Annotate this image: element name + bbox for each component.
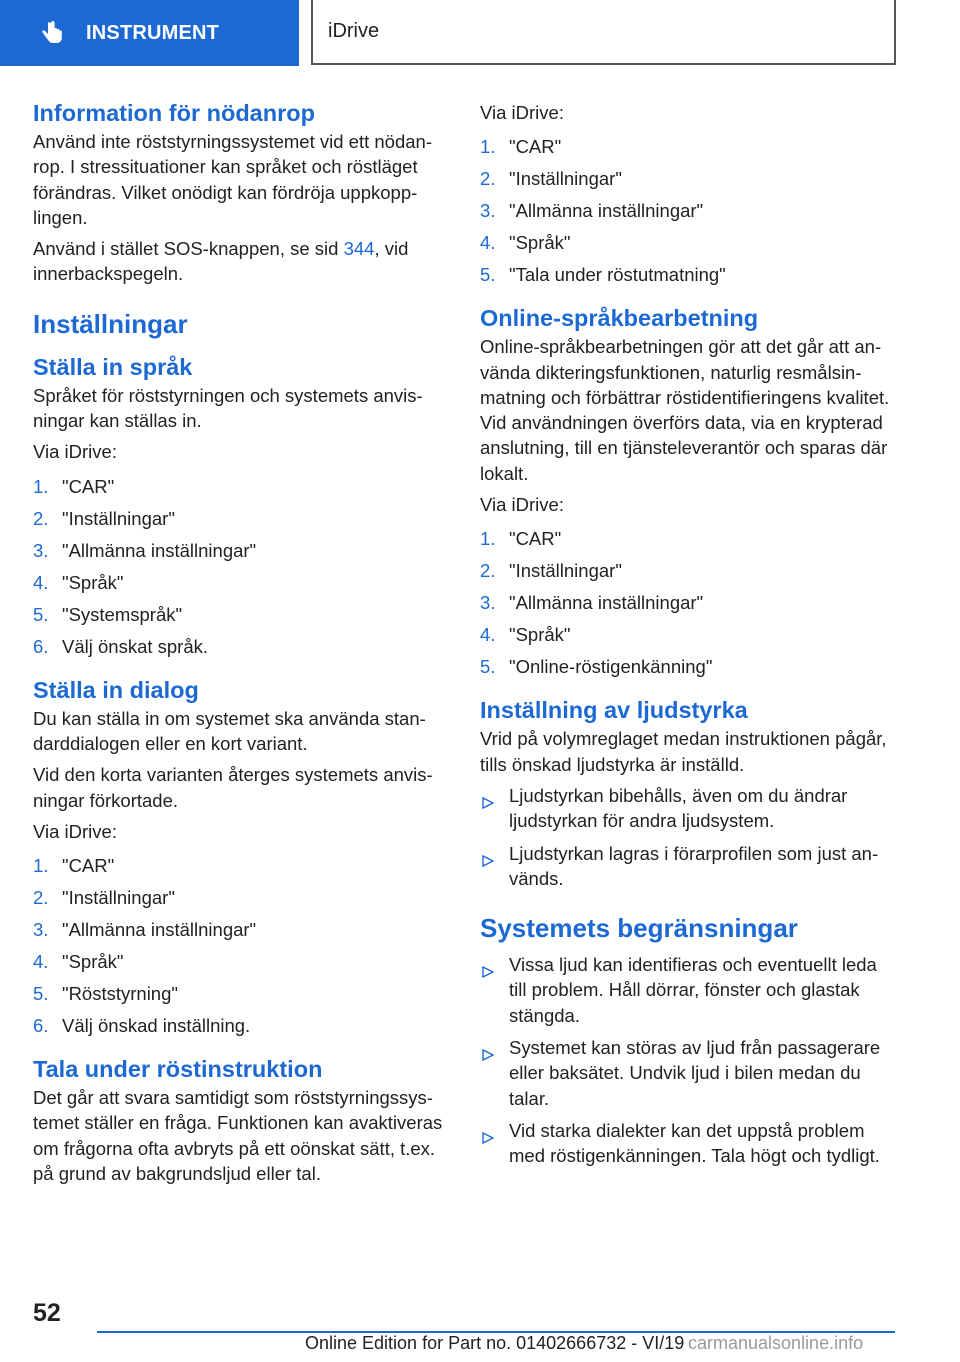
list-item (480, 841, 896, 892)
list-item (480, 227, 896, 259)
step-text: Välj önskad inställning. (62, 1015, 251, 1037)
step-number: 4. (33, 571, 49, 593)
step-number: 4. (33, 951, 49, 973)
watermark-text: carmanualsonline.info (688, 1333, 864, 1353)
heading-emergency-info: Information för nödanrop (33, 100, 315, 126)
via-idrive-label: Via iDrive: (33, 441, 117, 463)
steps-list (480, 523, 896, 683)
step-number: 1. (480, 528, 496, 550)
step-text: Välj önskat språk. (62, 635, 209, 657)
step-text: "Inställningar" (509, 168, 622, 190)
section-tab-label: INSTRUMENT (86, 21, 220, 44)
heading-volume-setting: Inställning av ljudstyrka (480, 697, 748, 724)
list-item (33, 631, 449, 663)
chapter-tab-idrive[interactable] (311, 0, 896, 65)
step-text: "Inställningar" (62, 887, 175, 909)
step-text: "Inställningar" (509, 560, 622, 582)
list-item (33, 599, 449, 631)
step-text: "Allmänna inställningar" (509, 592, 704, 614)
bullet-text: Ljudstyrkan bibehålls, även om du ändrar ljudstyrkan för andra ljudsystem. (509, 784, 848, 832)
list-item (33, 882, 449, 914)
step-number: 4. (480, 232, 496, 254)
list-item (33, 1010, 449, 1042)
page-header (0, 0, 960, 66)
list-item (33, 978, 449, 1010)
list-item (33, 850, 449, 882)
step-number: 3. (33, 919, 49, 941)
step-text: "Röststyrning" (62, 983, 178, 1005)
list-item (33, 946, 449, 978)
bullet-text: Ljudstyrkan lagras i förarprofilen som just används. (509, 842, 879, 889)
step-text: "Inställningar" (62, 507, 175, 529)
step-text: "Allmänna inställningar" (62, 919, 257, 941)
heading-system-limitations: Systemets begränsningar (480, 913, 798, 944)
step-number: 2. (33, 887, 49, 909)
step-text: "CAR" (509, 528, 562, 550)
step-number: 6. (33, 1015, 49, 1037)
list-item (480, 523, 896, 555)
step-number: 5. (480, 264, 496, 286)
list-item (480, 195, 896, 227)
step-number: 6. (33, 635, 49, 657)
paragraph: Språket för röststyrningen och systemets anvisningar kan ställas in. (33, 384, 423, 432)
list-item (33, 471, 449, 503)
heading-set-language: Ställa in språk (33, 353, 193, 380)
right-column (480, 100, 896, 1176)
list-item (480, 651, 896, 683)
step-number: 1. (480, 136, 496, 158)
heading-online-language-processing: Online-språkbearbetning (480, 305, 759, 332)
list-item (33, 567, 449, 599)
step-text: "Språk" (509, 624, 571, 646)
steps-list (33, 850, 449, 1042)
list-item (33, 535, 449, 567)
step-number: 4. (480, 624, 496, 646)
triangle-bullet-icon (482, 1042, 494, 1067)
triangle-bullet-icon (482, 1125, 494, 1150)
paragraph: Du kan ställa in om systemet ska använda standarddialogen eller en kort variant. (33, 707, 426, 754)
bullet-text: Vid starka dialekter kan det uppstå problem med röstigenkänningen. Tala högt och tydligt. (509, 1119, 880, 1167)
step-text: "Allmänna inställningar" (509, 200, 704, 222)
step-number: 1. (33, 855, 49, 877)
list-item (480, 259, 896, 291)
page-link-344[interactable]: 344 (343, 238, 375, 260)
bullet-list (480, 783, 896, 891)
list-item (480, 783, 896, 834)
hand-touch-icon (40, 20, 66, 46)
triangle-bullet-icon (482, 848, 494, 873)
section-tab-instrument[interactable] (0, 0, 299, 66)
step-text: "Tala under röstutmatning" (509, 264, 726, 286)
step-number: 2. (480, 560, 496, 582)
heading-set-dialog: Ställa in dialog (33, 676, 199, 703)
step-text: "Språk" (62, 951, 124, 973)
step-number: 2. (33, 507, 49, 529)
step-text: "Systemspråk" (62, 603, 183, 625)
list-item (33, 914, 449, 946)
edition-text: Online Edition for Part no. 01402666732 - VI/19 (305, 1333, 685, 1353)
list-item (33, 503, 449, 535)
list-item (480, 131, 896, 163)
list-item (480, 163, 896, 195)
step-number: 5. (33, 603, 49, 625)
list-item (480, 1035, 896, 1111)
text: Använd i stället SOS-knappen, se sid (33, 238, 344, 260)
text: , vid innerbackspegeln. (33, 238, 409, 285)
heading-settings: Inställningar (33, 308, 188, 339)
chapter-tab-label: iDrive (328, 20, 380, 42)
bullet-list (480, 952, 896, 1168)
step-text: "Allmänna inställningar" (62, 539, 257, 561)
list-item (480, 619, 896, 651)
via-idrive-label: Via iDrive: (480, 494, 564, 516)
step-number: 5. (33, 983, 49, 1005)
step-text: "CAR" (62, 855, 115, 877)
heading-talk-during-instruction: Tala under röstinstruktion (33, 1056, 323, 1083)
step-number: 5. (480, 656, 496, 678)
list-item (480, 952, 896, 1028)
left-column (33, 100, 449, 1192)
bullet-text: Systemet kan störas av ljud från passagerare eller baksätet. Undvik ljud i bilen medan du talar. (509, 1037, 881, 1109)
paragraph-sos (33, 236, 449, 287)
step-number: 2. (480, 168, 496, 190)
step-text: "CAR" (62, 475, 115, 497)
step-number: 3. (480, 592, 496, 614)
steps-list (33, 471, 449, 663)
list-item (480, 587, 896, 619)
step-number: 3. (33, 539, 49, 561)
step-text: "Språk" (509, 232, 571, 254)
list-item (480, 1118, 896, 1169)
step-number: 3. (480, 200, 496, 222)
triangle-bullet-icon (482, 790, 494, 815)
via-idrive-label: Via iDrive: (33, 820, 117, 842)
step-text: "Språk" (62, 571, 124, 593)
paragraph: Online-språkbearbetningen gör att det går att använda dikteringsfunktionen, naturlig resmålsinmatning och förbättrar röstidentifieringens kvalitet. Vid användningen överförs data, via en krypterad anslutning, till en tjänsteleverantör och sparas där lokalt. (480, 336, 890, 484)
page-footer (0, 1295, 960, 1362)
paragraph: Det går att svara samtidigt som röststyrningssystemet ställer en fråga. Funktionen kan avaktiveras om frågorna ofta avbryts på ett oönskat sätt, t.ex. på grund av bakgrundsljud eller tal. (33, 1087, 443, 1185)
paragraph: Vid den korta varianten återges systemets anvisningar förkortade. (33, 764, 433, 811)
page-number: 52 (33, 1299, 61, 1327)
paragraph: Använd inte röststyrningssystemet vid ett nödanrop. I stressituationer kan språket och röstläget förändras. Vilket onödigt kan fördröja uppkopplingen. (33, 131, 432, 228)
step-number: 1. (33, 475, 49, 497)
step-text: "Online-röstigenkänning" (509, 656, 713, 678)
steps-list (480, 131, 896, 291)
bullet-text: Vissa ljud kan identifieras och eventuellt leda till problem. Håll dörrar, fönster och glastak stängda. (509, 954, 877, 1026)
paragraph: Vrid på volymreglaget medan instruktionen pågår, tills önskad ljudstyrka är inställd. (480, 728, 887, 775)
step-text: "CAR" (509, 136, 562, 158)
triangle-bullet-icon (482, 959, 494, 984)
list-item (480, 555, 896, 587)
via-idrive-label: Via iDrive: (480, 102, 564, 123)
